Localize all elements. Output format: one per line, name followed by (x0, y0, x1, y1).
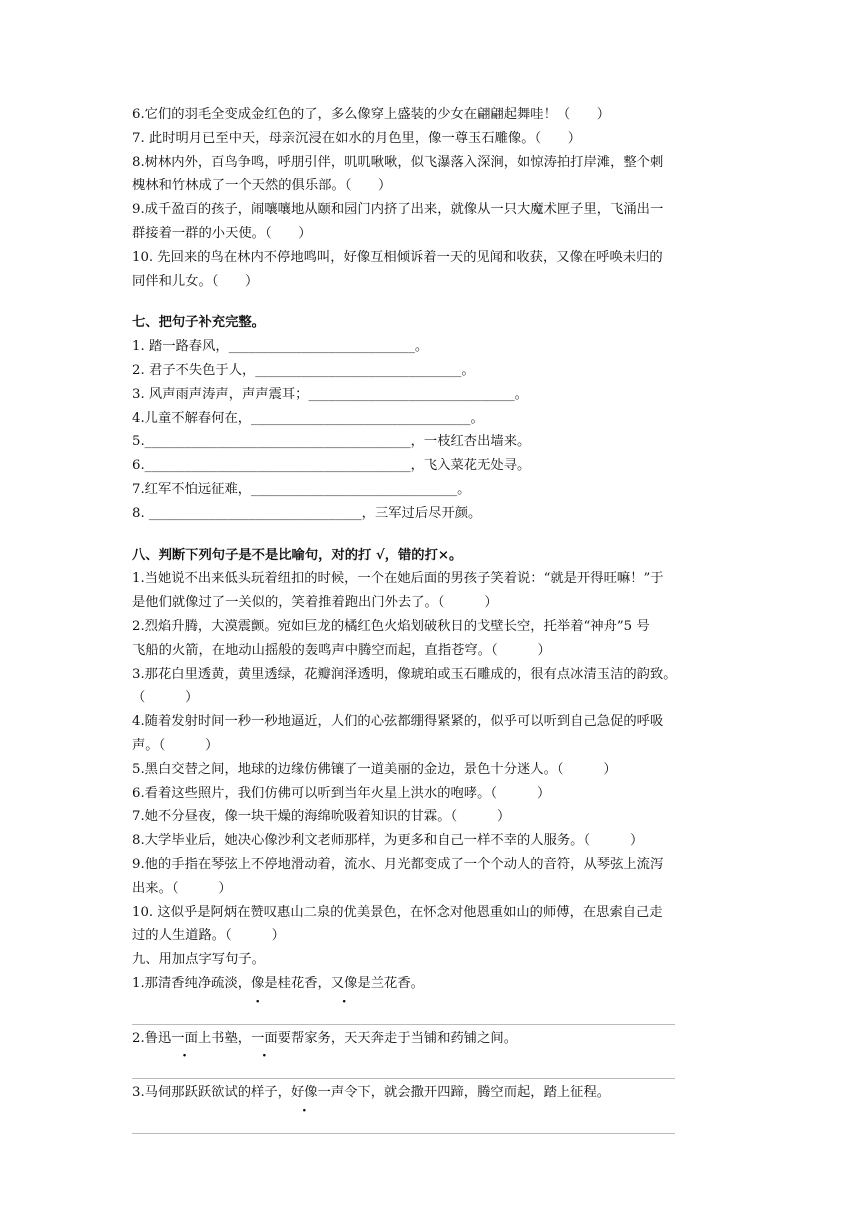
answer-line[interactable] (132, 1050, 675, 1079)
answer-line[interactable] (132, 996, 675, 1025)
question-line: 槐林和竹林成了一个天然的俱乐部。（ ） (132, 178, 392, 194)
fill-blank-item: 3. 风声雨声涛声，声声震耳；_______________________________。 (132, 386, 528, 402)
fill-blank-item: 2. 君子不失色于人，_______________________________。 (132, 362, 475, 378)
section-8 (132, 544, 732, 949)
question-line: 同伴和儿女。（ ） (132, 273, 259, 289)
fill-blank-item: 8. ________________________________，三军过后尽开颜。 (132, 505, 482, 521)
dotted-word: 又像 (330, 975, 358, 991)
judge-line: 7.她不分昼夜，像一块干燥的海绵吮吸着知识的甘霖。（ ） (132, 809, 511, 825)
dotted-word: 像 (251, 975, 265, 991)
judge-line: 4.随着发射时间一秒一秒地逼近，人们的心弦都绷得紧紧的，似乎可以听到自己急促的呼吸 (132, 714, 664, 730)
judge-line: 出来。（ ） (132, 880, 232, 896)
section-6-tail (132, 103, 732, 293)
dotted-word: 好像 (290, 1085, 318, 1101)
question-line: 9.成千盈百的孩子，闹嚷嚷地从颐和园门内挤了出来，就像从一只大魔术匣子里，飞涌出一 (132, 202, 664, 218)
sentence-item-1: 1.那清香纯净疏淡，像是桂花香，又像是兰花香。 (132, 972, 732, 996)
judge-line: 5.黑白交替之间，地球的边缘仿佛镶了一道美丽的金边，景色十分迷人。（ ） (132, 761, 617, 777)
fill-blank-item: 6.________________________________________，飞入菜花无处寻。 (132, 458, 531, 474)
question-line: 7. 此时明月已至中天，母亲沉浸在如水的月色里，像一尊玉石雕像。（ ） (132, 130, 582, 146)
judge-line: （ ） (132, 690, 199, 706)
fill-blank-item: 5.________________________________________，一枝红杏出墙来。 (132, 434, 531, 450)
judge-line: 10. 这似乎是阿炳在赞叹惠山二泉的优美景色，在怀念对他恩重如山的师傅，在思索自己走 (132, 904, 663, 920)
question-line: 8.树林内外，百鸟争鸣，呼朋引伴，叽叽啾啾，似飞瀑落入深涧，如惊涛拍打岸滩，整个刺 (132, 154, 664, 170)
sentence-item-2: 2.鲁迅一面上书塾，一面要帮家务，天天奔走于当铺和药铺之间。 (132, 1027, 732, 1051)
question-line: 10. 先回来的鸟在林内不停地鸣叫，好像互相倾诉着一天的见闻和收获，又像在呼唤未归的 (132, 249, 663, 265)
fill-blank-item: 4.儿童不解春何在，_________________________________。 (132, 410, 484, 426)
dotted-word: 一面 (251, 1030, 278, 1046)
judge-line: 9.他的手指在琴弦上不停地滑动着，流水、月光都变成了一个个动人的音符，从琴弦上流泻 (132, 856, 664, 872)
answer-line[interactable] (132, 1105, 675, 1134)
worksheet-page (132, 103, 732, 1134)
judge-line: 声。（ ） (132, 737, 219, 753)
section-title: 七、把句子补充完整。 (132, 315, 265, 331)
question-line: 群接着一群的小天使。（ ） (132, 225, 312, 241)
judge-line: 是他们就像过了一关似的，笑着推着跑出门外去了。（ ） (132, 595, 498, 611)
section-title: 八、判断下列句子是不是比喻句，对的打 √，错的打×。 (132, 547, 463, 563)
section-9 (132, 948, 732, 1134)
judge-line: 2.烈焰升腾，大漠震颤。宛如巨龙的橘红色火焰划破秋日的戈壁长空，托举着“神舟”5 号 (132, 618, 650, 634)
fill-blank-item: 7.红军不怕远征难，_______________________________。 (132, 481, 471, 497)
section-title: 九、用加点字写句子。 (132, 952, 265, 968)
judge-line: 1.当她说不出来低头玩着纽扣的时候，一个在她后面的男孩子笑着说：“就是开得旺嘛！”于 (132, 571, 664, 587)
section-7 (132, 311, 732, 525)
question-line: 6.它们的羽毛全变成金红色的了，多么像穿上盛装的少女在翩翩起舞哇！（ ） (132, 107, 611, 122)
judge-line: 过的人生道路。（ ） (132, 928, 285, 944)
judge-line: 6.看着这些照片，我们仿佛可以听到当年火星上洪水的咆哮。（ ） (132, 785, 551, 801)
dotted-word: 一面 (171, 1030, 198, 1046)
judge-line: 8.大学毕业后，她决心像沙利文老师那样，为更多和自己一样不幸的人服务。（ ） (132, 833, 644, 849)
sentence-item-3: 3.马伺那跃跃欲试的样子，好像一声令下，就会撒开四蹄，腾空而起，踏上征程。 (132, 1081, 732, 1105)
judge-line: 飞船的火箭，在地动山摇般的轰鸣声中腾空而起，直指苍穹。（ ） (132, 642, 551, 658)
fill-blank-item: 1. 踏一路春风，____________________________。 (132, 339, 429, 355)
judge-line: 3.那花白里透黄，黄里透绿，花瓣润泽透明，像琥珀或玉石雕成的，很有点冰清玉洁的韵致。 (132, 666, 677, 682)
